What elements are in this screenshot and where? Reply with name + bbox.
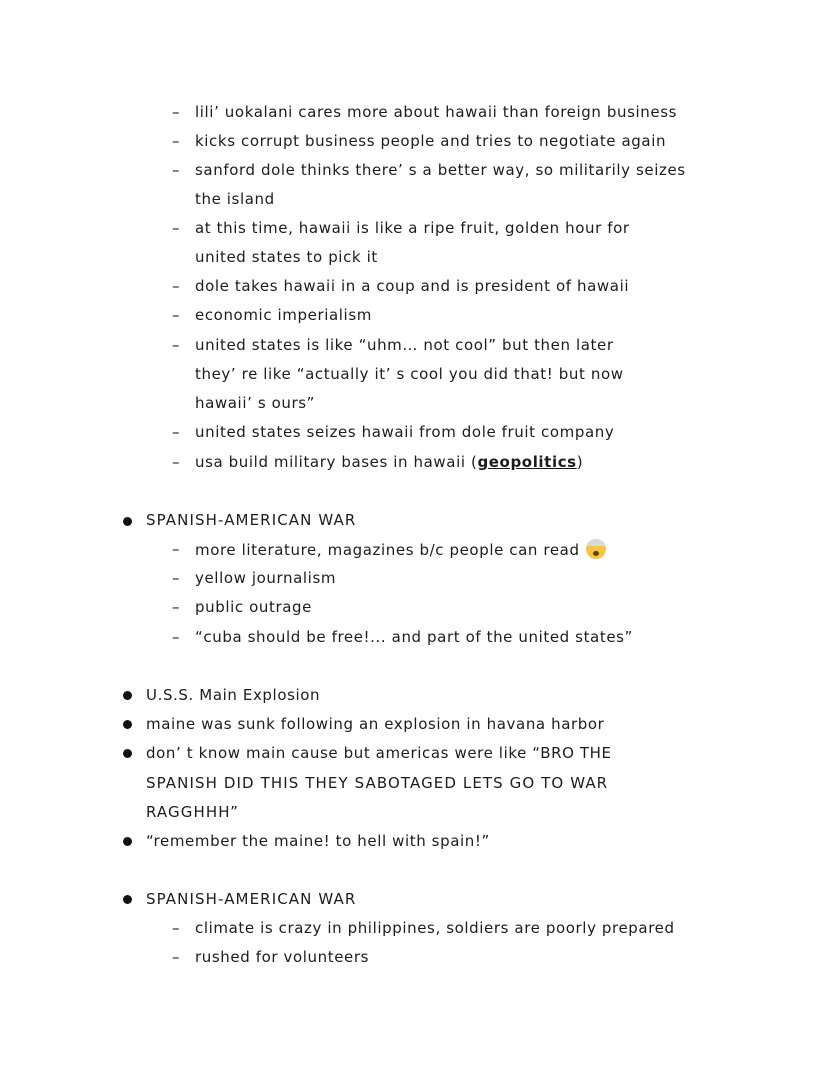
dash-icon: – [172, 598, 181, 616]
dash-icon: – [172, 103, 181, 121]
section-heading: SPANISH-AMERICAN WAR [146, 511, 357, 529]
bullet-icon [123, 837, 132, 846]
bullet-icon [123, 691, 132, 700]
bullet-line: U.S.S. Main Explosion [146, 686, 321, 704]
dash-icon: – [172, 132, 181, 150]
note-line: united states seizes hawaii from dole fruit company [195, 423, 615, 441]
dash-icon: – [172, 306, 181, 324]
bullet-icon [123, 720, 132, 729]
note-text: usa build military bases in hawaii ( [195, 453, 478, 471]
note-line: public outrage [195, 598, 312, 616]
note-line: “cuba should be free!... and part of the united states” [195, 628, 633, 646]
note-line: united states is like “uhm… not cool” but then later [195, 336, 614, 354]
bullet-line-continued: SPANISH DID THIS THEY SABOTAGED LETS GO TO WAR [146, 774, 609, 792]
bullet-icon [123, 895, 132, 904]
dash-icon: – [172, 161, 181, 179]
note-line: economic imperialism [195, 306, 372, 324]
bullet-line-continued: RAGGHHH” [146, 803, 240, 821]
dash-icon: – [172, 423, 181, 441]
dash-icon: – [172, 948, 181, 966]
note-line: lili’ uokalani cares more about hawaii than foreign business [195, 103, 678, 121]
bullet-line: don’ t know main cause but americas were like “BRO THE [146, 744, 612, 762]
section-heading: SPANISH-AMERICAN WAR [146, 890, 357, 908]
bullet-line: maine was sunk following an explosion in havana harbor [146, 715, 605, 733]
note-line [195, 452, 583, 472]
bullet-icon [123, 517, 132, 526]
note-line: sanford dole thinks there’ s a better way, so militarily seizes [195, 161, 686, 179]
dash-icon: – [172, 277, 181, 295]
geopolitics-term: geopolitics [477, 453, 577, 471]
bullet-icon [123, 749, 132, 758]
note-line: at this time, hawaii is like a ripe fruit, golden hour for [195, 219, 630, 237]
note-line: dole takes hawaii in a coup and is president of hawaii [195, 277, 630, 295]
note-line-continued: united states to pick it [195, 248, 378, 266]
dash-icon: – [172, 453, 181, 471]
note-text: ) [576, 453, 584, 471]
note-line: yellow journalism [195, 569, 337, 587]
dash-icon: – [172, 336, 181, 354]
dash-icon: – [172, 540, 181, 558]
dash-icon: – [172, 919, 181, 937]
bullet-line: “remember the maine! to hell with spain!” [146, 832, 490, 850]
note-line: kicks corrupt business people and tries to negotiate again [195, 132, 667, 150]
dash-icon: – [172, 219, 181, 237]
dash-icon: – [172, 628, 181, 646]
note-text: more literature, magazines b/c people can read [195, 541, 580, 559]
mind-blown-emoji-icon [586, 539, 606, 559]
note-line-continued: they’ re like “actually it’ s cool you did that! but now [195, 365, 624, 383]
note-line [195, 539, 606, 560]
note-line-continued: the island [195, 190, 275, 208]
note-line: rushed for volunteers [195, 948, 370, 966]
dash-icon: – [172, 569, 181, 587]
note-line-continued: hawaii’ s ours” [195, 394, 316, 412]
note-line: climate is crazy in philippines, soldiers are poorly prepared [195, 919, 675, 937]
